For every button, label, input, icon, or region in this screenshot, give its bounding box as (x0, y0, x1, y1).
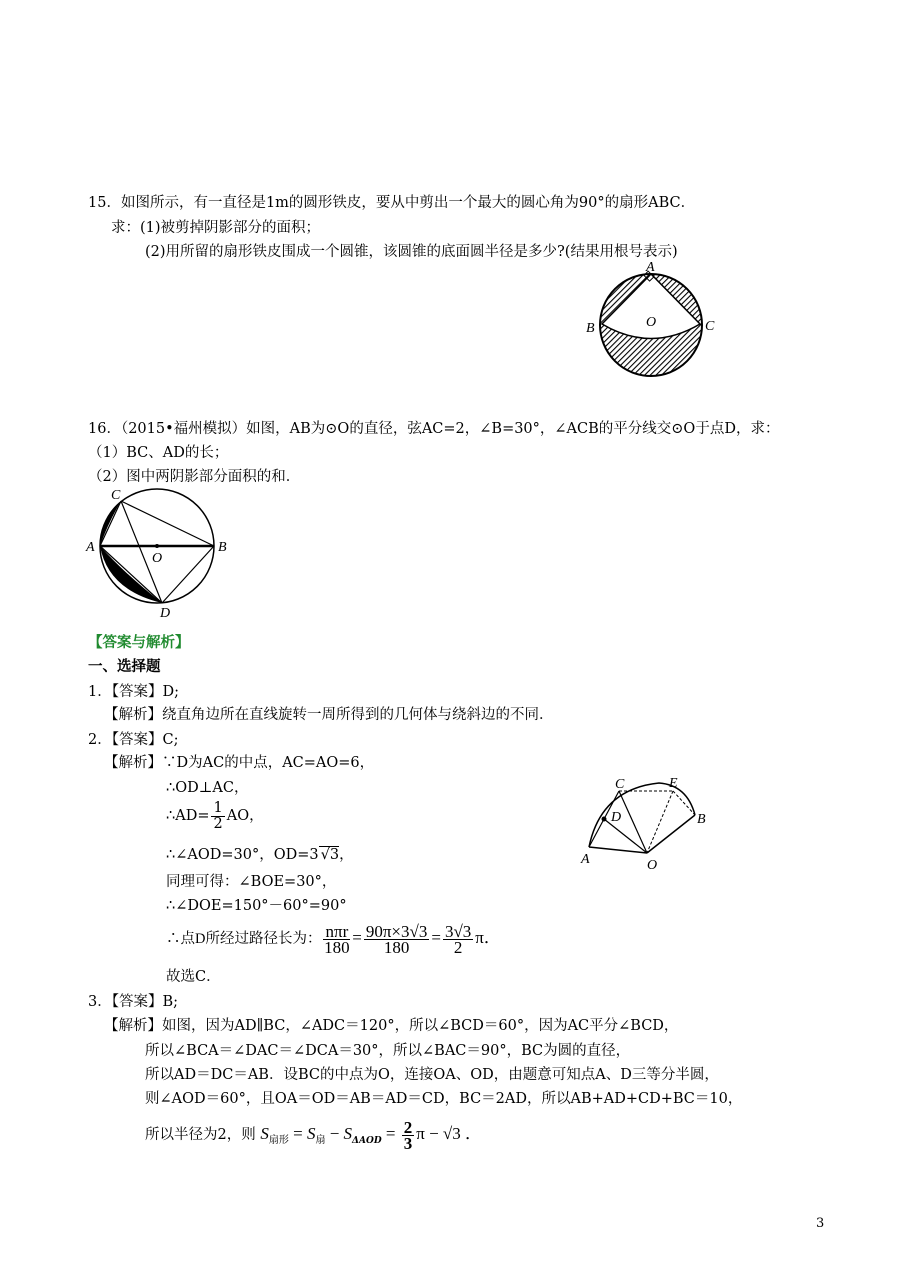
a2-line6: ∴∠DOE=150°－60°=90° (166, 898, 347, 914)
fraction-1: $\frac{\text{nπr}}{180}$ (324, 921, 350, 957)
a2-line8: 故选C． (166, 969, 221, 985)
section-title: 一、选择题 (88, 659, 161, 675)
q15-label-c: C (705, 319, 715, 334)
a3-line4: 则∠AOD＝60°，且OA＝OD＝AB＝AD＝CD，BC＝2AD，所以AB+AD+CD+BC＝10， (145, 1091, 743, 1107)
a2-label-o: O (647, 858, 658, 873)
q15-label-o: O (646, 315, 657, 330)
a2-line5: 同理可得：∠BOE=30°， (166, 874, 337, 890)
a2-line7: ∴点D所经过路径长为： $\frac{\text{nπr}}{180}$ = $\frac{90\pi\times 3√3}{180}$ = $\frac{3√3}{2}$ π． (166, 921, 501, 957)
a3-line3: 所以AD＝DC＝AB．设BC的中点为O，连接OA、OD，由题意可知点A、D三等分半圆， (145, 1067, 719, 1083)
a2-line2: ∴OD⊥AC， (166, 780, 249, 796)
a1-answer: 1．【答案】D; (88, 684, 179, 700)
q15-figure (580, 258, 730, 388)
fraction-half: $\frac{1}{2}$ (213, 799, 223, 832)
a2-figure (575, 775, 725, 875)
fraction-2: $\frac{90\pi\times 3√3}{180}$ (365, 921, 428, 957)
q16-label-b: B (218, 540, 227, 555)
q16-line3: （2）图中两阴影部分面积的和． (88, 469, 301, 485)
q16-line2: （1）BC、AD的长； (88, 445, 229, 461)
q15-line3: (2)用所留的扇形铁皮围成一个圆锥，该圆锥的底面圆半径是多少?(结果用根号表示) (145, 244, 678, 260)
a2-label-c: C (615, 777, 625, 792)
a3-line1: 【解析】如图，因为AD∥BC，∠ADC＝120°，所以∠BCD＝60°，因为AC平分∠BCD， (104, 1018, 679, 1034)
q15-line2: 求：(1)被剪掉阴影部分的面积； (111, 220, 321, 236)
q15-label-b: B (586, 321, 595, 336)
q16-label-d: D (160, 606, 171, 621)
a2-label-a: A (581, 852, 590, 867)
q16-figure (84, 485, 234, 620)
sqrt-3: √3 (320, 847, 340, 863)
q16-line1: 16．（2015•福州模拟）如图，AB为⊙O的直径，弦AC=2，∠B=30°，∠ACB的平分线交⊙O于点D，求： (88, 421, 780, 437)
fraction-two-thirds: $\frac{2}{3}$ (403, 1117, 413, 1153)
a2-line3: ∴AD= $\frac{1}{2}$ AO， (166, 799, 264, 832)
a1-explanation: 【解析】绕直角边所在直线旋转一周所得到的几何体与绕斜边的不同． (104, 707, 554, 723)
q15-line1: 15．如图所示，有一直径是1m的圆形铁皮，要从中剪出一个最大的圆心角为90°的扇形ABC． (88, 195, 696, 211)
page-number: 3 (816, 1216, 825, 1231)
q16-label-c: C (111, 488, 121, 503)
q16-label-o: O (152, 551, 163, 566)
a3-answer: 3．【答案】B; (88, 994, 179, 1010)
q15-label-a: A (646, 260, 655, 275)
a2-line4: ∴∠AOD=30°，OD=3 √3， (166, 847, 354, 863)
q16-label-a: A (86, 540, 95, 555)
a2-label-e: E (669, 776, 678, 791)
a2-line1: 【解析】∵D为AC的中点，AC=AO=6， (104, 755, 375, 771)
a2-label-d: D (611, 810, 622, 825)
a3-line2: 所以∠BCA＝∠DAC＝∠DCA＝30°，所以∠BAC＝90°，BC为圆的直径， (145, 1043, 631, 1059)
a2-label-b: B (697, 812, 706, 827)
a3-line5: 所以半径为2，则 $S_{扇形} = S_扇 - S_{\Delta AOD}$ = $\frac{2}{3}$ π − √3 ． (145, 1117, 483, 1153)
fraction-3: $\frac{3√3}{2}$ (444, 921, 472, 957)
a2-answer: 2．【答案】C; (88, 732, 179, 748)
answers-header: 【答案与解析】 (88, 635, 190, 651)
